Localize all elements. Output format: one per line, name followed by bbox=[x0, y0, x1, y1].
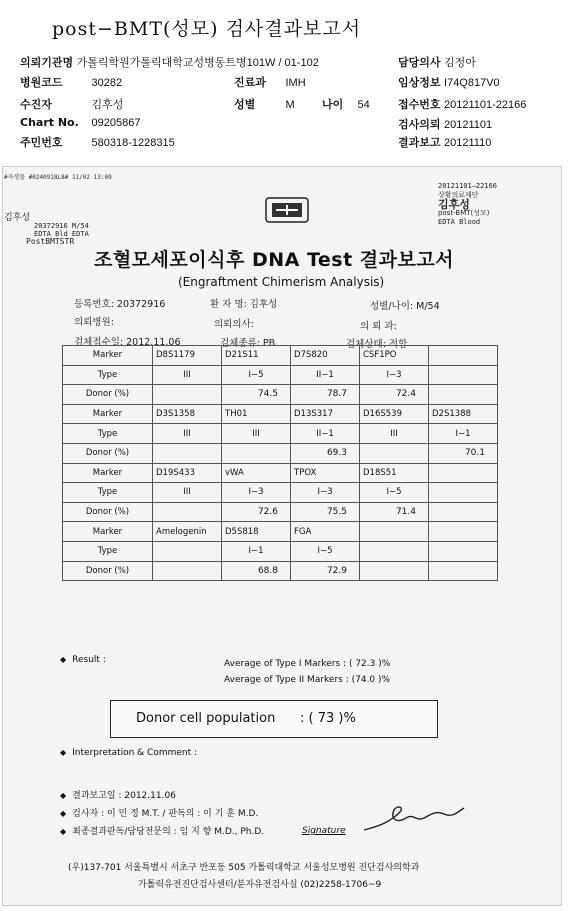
stamp-line: PostBMTSTR bbox=[26, 237, 75, 246]
table-cell bbox=[153, 561, 222, 581]
sex-label: 성별 bbox=[234, 98, 256, 111]
table-cell: D3S1358 bbox=[153, 404, 222, 424]
rrn-row bbox=[20, 134, 175, 150]
donor-row-label: Donor (%) bbox=[63, 561, 153, 581]
req-doctor: 의뢰의사: bbox=[214, 319, 254, 330]
table-cell: 71.4 bbox=[360, 502, 429, 522]
signature-label: Signature bbox=[302, 826, 346, 836]
report-header bbox=[0, 0, 568, 160]
report-date: ◆ 결과보고일 : 2012.11.06 bbox=[60, 791, 176, 801]
table-cell: III bbox=[153, 365, 222, 385]
signature-icon bbox=[360, 800, 470, 836]
age-row bbox=[322, 96, 370, 112]
sex-row bbox=[234, 96, 295, 112]
report-date-value: 20121110 bbox=[444, 137, 492, 149]
marker-row bbox=[63, 346, 498, 366]
institution-label: 의뢰기관명 bbox=[20, 56, 74, 69]
table-cell: D2S1388 bbox=[429, 404, 498, 424]
type-row bbox=[63, 483, 498, 503]
table-cell: I−3 bbox=[222, 483, 291, 503]
table-cell: D21S11 bbox=[222, 346, 291, 366]
doctor-label: 담당의사 bbox=[398, 56, 441, 69]
table-cell: I−3 bbox=[291, 483, 360, 503]
table-cell: D19S433 bbox=[153, 463, 222, 483]
table-cell: FGA bbox=[291, 522, 360, 542]
patient-name: 환 자 명: 김후성 bbox=[210, 299, 278, 310]
barcode-label: #자생물 #0240918L8# 11/02 13:09 bbox=[4, 174, 112, 181]
interpretation-text: Interpretation & Comment : bbox=[72, 748, 198, 758]
report-date-text: 결과보고일 : 2012.11.06 bbox=[72, 791, 176, 801]
table-cell: I−5 bbox=[222, 365, 291, 385]
table-cell: III bbox=[153, 424, 222, 444]
table-cell: I−5 bbox=[291, 541, 360, 561]
sex-age: 성별/나이: M/54 bbox=[370, 301, 440, 312]
stamp-line: post-BMT(성모) bbox=[438, 209, 490, 217]
table-cell: 72.6 bbox=[222, 502, 291, 522]
table-cell: TPOX bbox=[291, 463, 360, 483]
str-marker-table bbox=[62, 345, 498, 581]
report-date-row bbox=[398, 134, 491, 150]
table-cell bbox=[153, 443, 222, 463]
sample-label-right bbox=[438, 182, 497, 227]
doctor-value: 김정아 bbox=[444, 57, 476, 69]
type-row-label: Type bbox=[63, 424, 153, 444]
type-row bbox=[63, 424, 498, 444]
table-cell: TH01 bbox=[222, 404, 291, 424]
marker-row-label: Marker bbox=[63, 463, 153, 483]
patient-row bbox=[20, 96, 123, 112]
receipt-value: 20121101-22166 bbox=[444, 99, 527, 111]
marker-row bbox=[63, 404, 498, 424]
table-cell: I−1 bbox=[222, 541, 291, 561]
table-cell bbox=[360, 541, 429, 561]
table-cell bbox=[222, 443, 291, 463]
table-cell bbox=[429, 502, 498, 522]
receipt-label: 접수번호 bbox=[398, 98, 441, 111]
institution-value: 가톨릭학원가톨릭대학교성병동트병101W / 01-102 bbox=[76, 57, 319, 69]
table-cell bbox=[153, 541, 222, 561]
page-title: post−BMT(성모) 검사결과보고서 bbox=[52, 18, 362, 40]
table-cell: 69.3 bbox=[291, 443, 360, 463]
final-reviewer: ◆ 최종결과판독/담당전문의 : 임 지 향 M.D., Ph.D. bbox=[60, 827, 265, 837]
table-cell: I−1 bbox=[429, 424, 498, 444]
hospital-code-value: 30282 bbox=[91, 77, 123, 89]
table-cell: D16S539 bbox=[360, 404, 429, 424]
hospital-code-row bbox=[20, 74, 122, 90]
examiner-text: 검사자 : 이 민 정 M.T. / 판독의 : 이 기 훈 M.D. bbox=[72, 809, 259, 819]
type-row-label: Type bbox=[63, 483, 153, 503]
table-cell bbox=[429, 346, 498, 366]
donor-population-value: : ( 73 )% bbox=[300, 711, 356, 726]
doctor-row bbox=[398, 54, 476, 70]
table-cell: II−1 bbox=[291, 424, 360, 444]
table-cell: III bbox=[222, 424, 291, 444]
hospital-code-label: 병원코드 bbox=[20, 76, 63, 89]
rrn-label: 주민번호 bbox=[20, 136, 63, 149]
table-cell bbox=[429, 385, 498, 405]
report-date-label: 결과보고 bbox=[398, 136, 441, 149]
stamp-line: 상황의료재단 bbox=[438, 191, 479, 199]
table-cell: I−5 bbox=[360, 483, 429, 503]
avg-type2: Average of Type II Markers : (74.0 )% bbox=[224, 675, 391, 685]
address-line-2: 가톨릭유전진단검사센터/분자유전검사실 (02)2258-1706~9 bbox=[138, 880, 382, 890]
avg-type1: Average of Type I Markers : ( 72.3 )% bbox=[224, 659, 391, 669]
table-cell bbox=[429, 522, 498, 542]
table-cell: II−1 bbox=[291, 365, 360, 385]
request-value: 20121101 bbox=[444, 119, 493, 131]
stamp-name: 김후성 bbox=[438, 198, 470, 211]
clinical-value: I74Q817V0 bbox=[444, 77, 500, 89]
specimen-type: 검체종류: PB bbox=[220, 338, 276, 349]
table-cell: D8S1179 bbox=[153, 346, 222, 366]
dept-label: 진료과 bbox=[234, 76, 266, 89]
table-cell: 75.5 bbox=[291, 502, 360, 522]
receipt-row bbox=[398, 96, 526, 112]
address-line-1: (우)137-701 서울특별시 서초구 반포동 505 가톨릭대학교 서울성모병원 진단검사의학과 bbox=[68, 863, 420, 873]
req-hospital: 의뢰병원: bbox=[74, 317, 114, 328]
examiner: ◆ 검사자 : 이 민 정 M.T. / 판독의 : 이 기 훈 M.D. bbox=[60, 809, 259, 819]
table-cell: D18S51 bbox=[360, 463, 429, 483]
table-cell bbox=[153, 385, 222, 405]
specimen-condition: 검체상태: 적합 bbox=[346, 339, 408, 350]
donor-row-label: Donor (%) bbox=[63, 385, 153, 405]
age-value: 54 bbox=[357, 99, 370, 111]
sample-label-left bbox=[4, 214, 89, 246]
patient-value: 김후성 bbox=[91, 99, 124, 111]
marker-row-label: Marker bbox=[63, 404, 153, 424]
table-cell: I−3 bbox=[360, 365, 429, 385]
table-cell: 74.5 bbox=[222, 385, 291, 405]
chart-row bbox=[20, 116, 140, 129]
institution-row bbox=[20, 54, 319, 70]
clinical-row bbox=[398, 74, 500, 90]
table-cell bbox=[429, 463, 498, 483]
marker-row-label: Marker bbox=[63, 346, 153, 366]
table-cell: CSF1PO bbox=[360, 346, 429, 366]
type-row bbox=[63, 541, 498, 561]
table-cell: D5S818 bbox=[222, 522, 291, 542]
table-cell: III bbox=[360, 424, 429, 444]
clinical-label: 임상정보 bbox=[398, 76, 441, 89]
received-date: 검체접수일: 2012.11.06 bbox=[74, 337, 181, 348]
report-title: 조혈모세포이식후 DNA Test 결과보고서 bbox=[94, 249, 455, 271]
donor-row bbox=[63, 385, 498, 405]
rrn-value: 580318-1228315 bbox=[91, 137, 175, 149]
req-dept: 의 뢰 과: bbox=[360, 321, 397, 332]
donor-row bbox=[63, 561, 498, 581]
table-cell: vWA bbox=[222, 463, 291, 483]
sex-value: M bbox=[285, 99, 295, 111]
stamp-line: 김후성 bbox=[4, 213, 31, 223]
donor-row-label: Donor (%) bbox=[63, 443, 153, 463]
donor-row bbox=[63, 502, 498, 522]
donor-population-label: Donor cell population bbox=[136, 711, 276, 726]
patient-label: 수진자 bbox=[20, 98, 52, 111]
request-row bbox=[398, 116, 492, 132]
marker-row bbox=[63, 522, 498, 542]
stamp-line: EDTA Blood bbox=[438, 218, 481, 226]
interpretation-label: ◆ Interpretation & Comment : bbox=[60, 748, 198, 758]
table-cell bbox=[360, 561, 429, 581]
table-cell bbox=[429, 541, 498, 561]
result-label: ◆ Result : bbox=[60, 655, 106, 665]
donor-row-label: Donor (%) bbox=[63, 502, 153, 522]
table-cell: 70.1 bbox=[429, 443, 498, 463]
table-cell bbox=[429, 365, 498, 385]
table-cell: 78.7 bbox=[291, 385, 360, 405]
type-row-label: Type bbox=[63, 541, 153, 561]
chart-label: Chart No. bbox=[20, 116, 79, 129]
marker-row bbox=[63, 463, 498, 483]
reg-no: 등록번호: 20372916 bbox=[74, 299, 166, 310]
type-row-label: Type bbox=[63, 365, 153, 385]
stamp-line: EDTA Bld EDTA bbox=[34, 230, 89, 238]
stamp-line: 20121101—22166 bbox=[438, 182, 498, 190]
type-row bbox=[63, 365, 498, 385]
table-cell: D7S820 bbox=[291, 346, 360, 366]
hospital-logo-icon bbox=[262, 196, 312, 224]
dept-value: IMH bbox=[285, 77, 306, 89]
table-cell: 72.9 bbox=[291, 561, 360, 581]
age-label: 나이 bbox=[322, 98, 344, 111]
table-cell bbox=[429, 561, 498, 581]
table-cell bbox=[153, 502, 222, 522]
table-cell bbox=[360, 443, 429, 463]
chart-value: 09205867 bbox=[91, 117, 141, 129]
marker-row-label: Marker bbox=[63, 522, 153, 542]
final-reviewer-text: 최종결과판독/담당전문의 : 임 지 향 M.D., Ph.D. bbox=[72, 827, 265, 837]
stamp-line: 20372916 M/54 bbox=[34, 222, 89, 230]
donor-row bbox=[63, 443, 498, 463]
table-cell: D13S317 bbox=[291, 404, 360, 424]
dept-row bbox=[234, 74, 306, 90]
table-cell bbox=[360, 522, 429, 542]
table-cell: 68.8 bbox=[222, 561, 291, 581]
request-label: 검사의뢰 bbox=[398, 118, 441, 131]
table-cell: Amelogenin bbox=[153, 522, 222, 542]
table-cell: 72.4 bbox=[360, 385, 429, 405]
table-cell bbox=[429, 483, 498, 503]
table-cell: III bbox=[153, 483, 222, 503]
report-subtitle: (Engraftment Chimerism Analysis) bbox=[178, 275, 385, 289]
result-label-text: Result : bbox=[72, 655, 106, 665]
